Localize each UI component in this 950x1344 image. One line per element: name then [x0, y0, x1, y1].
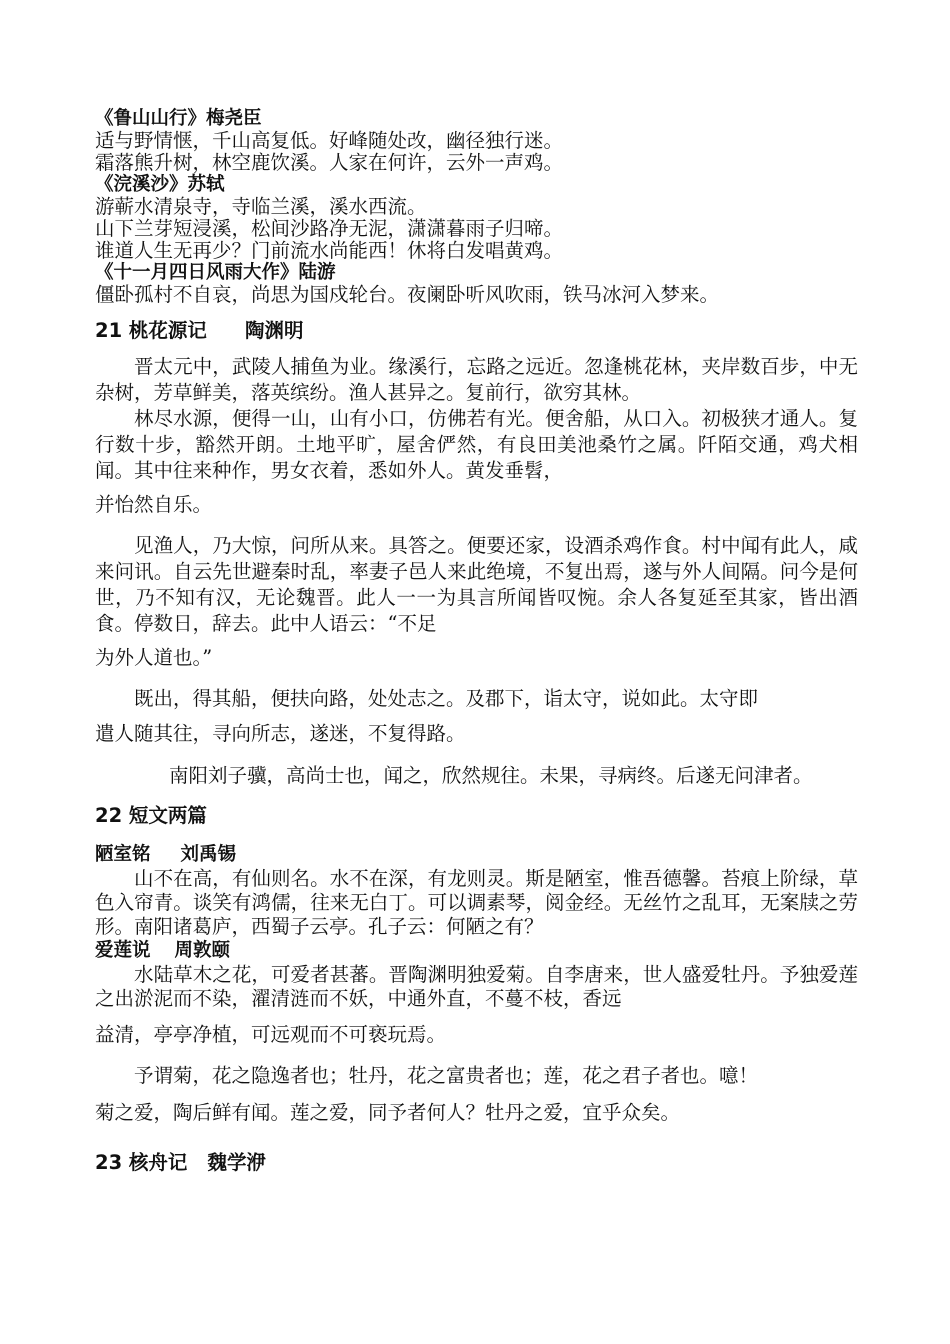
- section-title: 23 核舟记: [95, 1151, 188, 1174]
- paragraph: 既出，得其船，便扶向路，处处志之。及郡下，诣太守，说如此。太守即: [134, 687, 759, 710]
- subsection-title: 陋室铭: [95, 844, 151, 865]
- paragraph: 南阳刘子骥，高尚士也，闻之，欣然规往。未果，寻病终。后遂无问津者。: [169, 764, 813, 787]
- poem-title: 《鲁山山行》梅尧臣: [95, 108, 262, 129]
- poem-line: 僵卧孤村不自哀，尚思为国戍轮台。夜阑卧听风吹雨，铁马冰河入梦来。: [95, 283, 720, 306]
- paragraph-end: 遣人随其往，寻向所志，遂迷，不复得路。: [95, 722, 466, 745]
- document-page: [95, 108, 865, 1176]
- section-title: 22 短文两篇: [95, 804, 207, 827]
- subsection-heading: [95, 939, 865, 963]
- paragraph-end: 菊之爱，陶后鲜有闻。莲之爱，同予者何人？牡丹之爱，宜乎众矣。: [95, 1101, 681, 1124]
- section-heading: [95, 318, 865, 344]
- paragraph: 山不在高，有仙则名。水不在深，有龙则灵。斯是陋室，惟吾德馨。苔痕上阶绿，草色入帘青。谈笑有鸿儒，往来无白丁。可以调素琴，阅金经。无丝竹之乱耳，无案牍之劳形。南阳诸葛庐，西蜀子云亭。孔子云：何陋之有？: [95, 867, 858, 938]
- subsection-author: 刘禹锡: [180, 844, 237, 865]
- paragraph: 水陆草木之花，可爱者甚蕃。晋陶渊明独爱菊。自李唐来，世人盛爱牡丹。予独爱莲之出淤泥而不染，濯清涟而不妖，中通外直，不蔓不枝，香远: [95, 963, 858, 1010]
- poem-title: 《浣溪沙》苏轼: [95, 174, 225, 195]
- paragraph-end: 为外人道也。”: [95, 646, 213, 669]
- paragraph: 予谓菊，花之隐逸者也；牡丹，花之富贵者也；莲，花之君子者也。噫！: [134, 1064, 759, 1087]
- subsection-title: 爱莲说: [95, 940, 151, 961]
- poem-line: 霜落熊升树，林空鹿饮溪。人家在何许，云外一声鸡。: [95, 151, 564, 174]
- paragraph: 晋太元中，武陵人捕鱼为业。缘溪行，忘路之远近。忽逢桃花林，夹岸数百步，中无杂树，芳草鲜美，落英缤纷。渔人甚异之。复前行，欲穷其林。: [95, 355, 858, 404]
- poem-line: 山下兰芽短浸溪，松间沙路净无泥，潇潇暮雨子归啼。: [95, 217, 564, 240]
- section-author: 陶渊明: [244, 319, 304, 342]
- subsection-author: 周敦颐: [174, 940, 231, 961]
- paragraph-end: 益清，亭亭净植，可远观而不可亵玩焉。: [95, 1023, 447, 1046]
- section-title: 21 桃花源记: [95, 319, 207, 342]
- paragraph: 林尽水源，便得一山，山有小口，仿佛若有光。便舍船，从口入。初极狭才通人。复行数十步，豁然开朗。土地平旷，屋舍俨然，有良田美池桑竹之属。阡陌交通，鸡犬相闻。其中往来种作，男女衣着，悉如外人。黄发垂髫，: [95, 407, 858, 482]
- section-heading: [95, 1150, 865, 1176]
- poem-line: 谁道人生无再少？门前流水尚能西！休将白发唱黄鸡。: [95, 239, 564, 262]
- subsection-heading: [95, 843, 865, 867]
- paragraph-end: 并怡然自乐。: [95, 493, 213, 516]
- poem-title: 《十一月四日风雨大作》陆游: [95, 262, 336, 283]
- poem-line: 游蕲水清泉寺，寺临兰溪，溪水西流。: [95, 195, 427, 218]
- paragraph: 见渔人，乃大惊，问所从来。具答之。便要还家，设酒杀鸡作食。村中闻有此人，咸来问讯。自云先世避秦时乱，率妻子邑人来此绝境，不复出焉，遂与外人间隔。问今是何世，乃不知有汉，无论魏晋。此人一一为具言所闻皆叹惋。余人各复延至其家，皆出酒食。停数日，辞去。此中人语云：“不足: [95, 534, 858, 635]
- poem-line: 适与野情惬，千山高复低。好峰随处改，幽径独行迷。: [95, 129, 564, 152]
- section-author: 魏学洢: [207, 1151, 266, 1174]
